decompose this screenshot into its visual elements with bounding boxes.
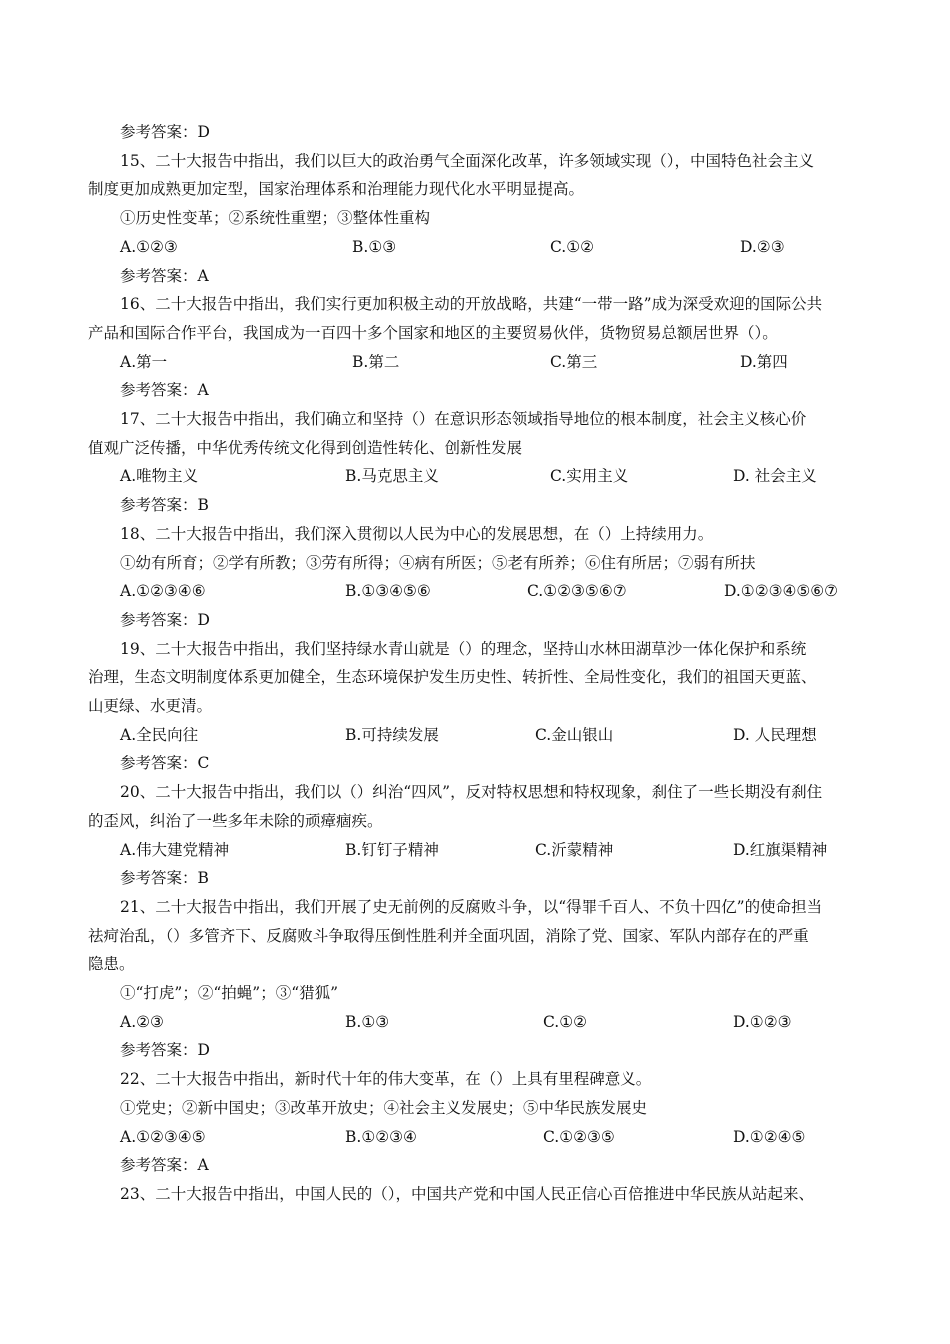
option-b: B.①③ <box>352 237 397 256</box>
option-d: D. 人民理想 <box>733 725 817 744</box>
question-line: 值观广泛传播，中华优秀传统文化得到创造性转化、创新性发展 <box>88 438 523 457</box>
question-choices-line: ①历史性变革；②系统性重塑；③整体性重构 <box>120 209 431 228</box>
option-d: D. 社会主义 <box>733 467 817 486</box>
answer-line: 参考答案：A <box>120 1156 209 1175</box>
question-line: 产品和国际合作平台，我国成为一百四十多个国家和地区的主要贸易伙伴，货物贸易总额居世界（）。 <box>88 323 778 342</box>
question-choices-line: ①党史；②新中国史；③改革开放史；④社会主义发展史；⑤中华民族发展史 <box>120 1098 648 1117</box>
option-a: A.第一 <box>120 352 168 371</box>
option-d: D.红旗渠精神 <box>733 840 828 859</box>
question-choices-line: ①幼有所育；②学有所教；③劳有所得；④病有所医；⑤老有所养；⑥住有所居；⑦弱有所扶 <box>120 553 756 572</box>
option-c: C.①② <box>543 1012 588 1031</box>
option-b: B.①③ <box>345 1012 390 1031</box>
option-d: D.第四 <box>740 352 788 371</box>
question-line: 19、二十大报告中指出，我们坚持绿水青山就是（）的理念，坚持山水林田湖草沙一体化保护和系统 <box>120 639 807 658</box>
option-a: A.全民向往 <box>120 725 199 744</box>
option-b: B.①③④⑤⑥ <box>345 582 431 601</box>
question-line: 17、二十大报告中指出，我们确立和坚持（）在意识形态领域指导地位的根本制度，社会主义核心价 <box>120 410 807 428</box>
question-line: 20、二十大报告中指出，我们以（）纠治“四风”，反对特权思想和特权现象，刹住了一些长期没有刹住 <box>120 783 823 802</box>
option-c: C.①②③⑤ <box>543 1127 615 1146</box>
option-a: A.①②③④⑥ <box>120 582 206 601</box>
option-a: A.①②③ <box>120 237 178 256</box>
answer-line: 参考答案：D <box>120 1041 210 1060</box>
option-b: B.①②③④ <box>345 1127 417 1146</box>
answer-line: 参考答案：C <box>120 754 210 773</box>
answer-line: 参考答案：A <box>120 381 209 400</box>
option-d: D.①②④⑤ <box>733 1127 806 1146</box>
question-line: 16、二十大报告中指出，我们实行更加积极主动的开放战略，共建“一带一路”成为深受欢迎的国际公共 <box>120 295 823 314</box>
option-d: D.①②③ <box>733 1012 792 1031</box>
option-b: B.钉钉子精神 <box>345 840 439 859</box>
option-a: A.唯物主义 <box>120 467 199 486</box>
option-c: C.第三 <box>550 352 598 371</box>
option-c: C.金山银山 <box>535 725 614 744</box>
question-line: 治理，生态文明制度体系更加健全，生态环境保护发生历史性、转折性、全局性变化，我们的祖国天更蓝、 <box>88 668 817 687</box>
option-c: C.沂蒙精神 <box>535 840 614 859</box>
option-c: C.①② <box>550 237 595 256</box>
option-b: B.可持续发展 <box>345 725 439 744</box>
question-line: 隐患。 <box>88 955 135 974</box>
option-c: C.①②③⑤⑥⑦ <box>527 582 627 601</box>
option-d: D.②③ <box>740 237 785 256</box>
question-line: 祛疴治乱，（）多管齐下、反腐败斗争取得压倒性胜利并全面巩固，消除了党、国家、军队内部存在的严重 <box>88 926 809 945</box>
answer-line: 参考答案：D <box>120 610 210 629</box>
answer-line: 参考答案：A <box>120 266 209 285</box>
option-c: C.实用主义 <box>550 467 629 486</box>
option-b: B.马克思主义 <box>345 467 439 486</box>
question-line: 21、二十大报告中指出，我们开展了史无前例的反腐败斗争，以“得罪千百人、不负十四亿”的使命担当 <box>120 897 823 916</box>
question-line: 山更绿、水更清。 <box>88 697 213 715</box>
option-a: A.②③ <box>120 1012 164 1031</box>
question-line: 23、二十大报告中指出，中国人民的（），中国共产党和中国人民正信心百倍推进中华民族从站起来、 <box>120 1184 814 1203</box>
question-line: 制度更加成熟更加定型，国家治理体系和治理能力现代化水平明显提高。 <box>88 180 585 199</box>
option-b: B.第二 <box>352 352 400 371</box>
question-line: 15、二十大报告中指出，我们以巨大的政治勇气全面深化改革，许多领域实现（），中国特色社会主义 <box>120 151 814 170</box>
question-line: 22、二十大报告中指出，新时代十年的伟大变革，在（）上具有里程碑意义。 <box>120 1070 652 1089</box>
answer-line: 参考答案：B <box>120 496 209 515</box>
question-line: 的歪风，纠治了一些多年未除的顽瘴痼疾。 <box>88 811 383 830</box>
question-choices-line: ①“打虎”；②“拍蝇”；③“猎狐” <box>120 984 339 1002</box>
option-a: A.①②③④⑤ <box>120 1127 206 1146</box>
option-a: A.伟大建党精神 <box>120 840 230 859</box>
option-d: D.①②③④⑤⑥⑦ <box>724 582 839 601</box>
answer-line: 参考答案：B <box>120 869 209 888</box>
answer-line: 参考答案：D <box>120 123 210 141</box>
question-line: 18、二十大报告中指出，我们深入贯彻以人民为中心的发展思想，在（）上持续用力。 <box>120 524 714 543</box>
